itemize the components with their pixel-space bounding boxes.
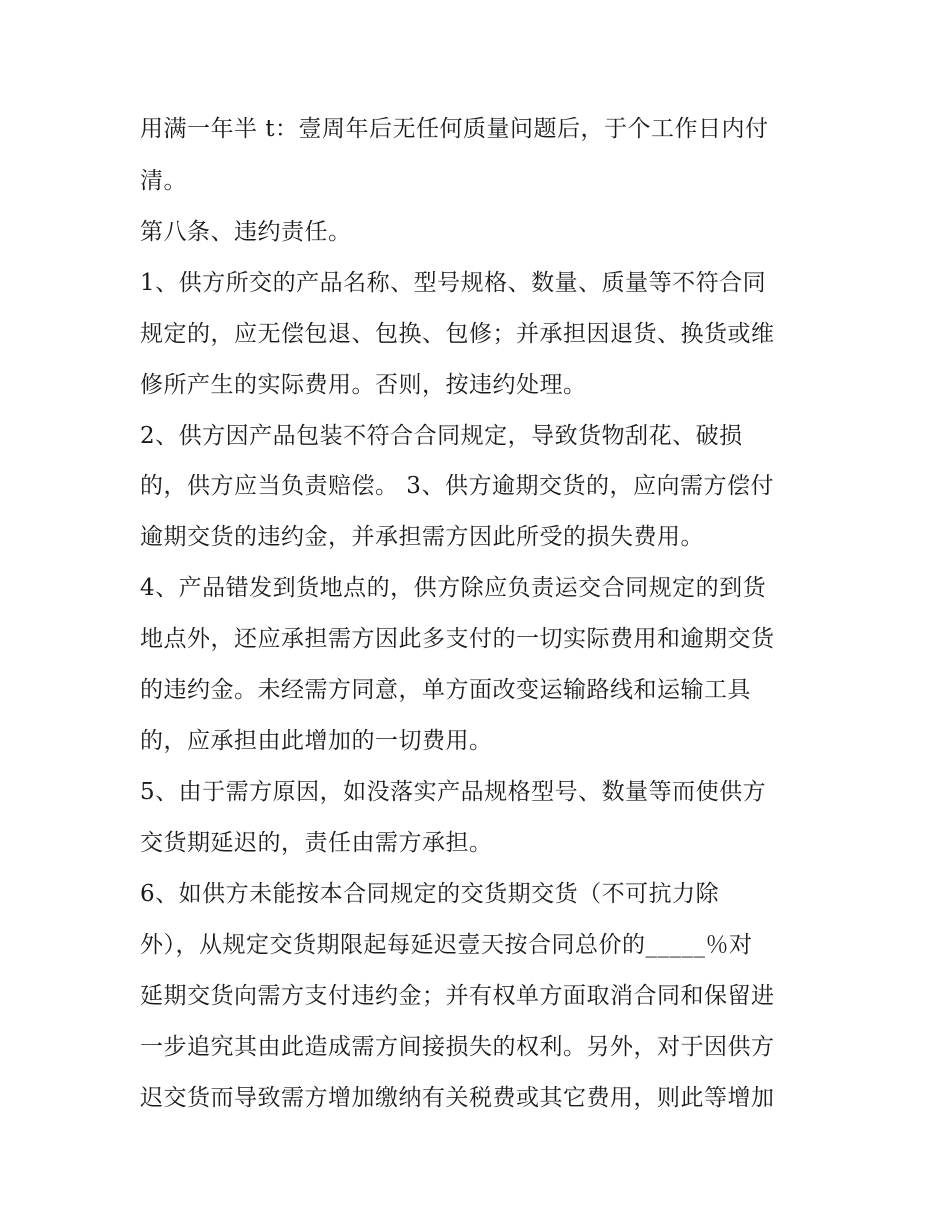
text-line: 逾期交货的违约金，并承担需方因此所受的损失费用。 <box>140 524 704 550</box>
text-line: 延期交货向需方支付违约金；并有权单方面取消合同和保留进 <box>140 983 775 1009</box>
text-line: 用满一年半 t：壹周年后无任何质量问题后，于个工作日内付 <box>140 116 769 142</box>
text-line: 交货期延迟的，责任由需方承担。 <box>140 830 493 856</box>
text-line: 一步追究其由此造成需方间接损失的权利。另外，对于因供方 <box>140 1034 775 1060</box>
text-line: 第八条、违约责任。 <box>140 219 352 245</box>
text-line: 4、产品错发到货地点的，供方除应负责运交合同规定的到货 <box>140 575 767 601</box>
text-line: 6、如供方未能按本合同规定的交货期交货（不可抗力除 <box>140 881 720 907</box>
text-line: 迟交货而导致需方增加缴纳有关税费或其它费用，则此等增加 <box>140 1085 775 1111</box>
text-line: 规定的，应无偿包退、包换、包修；并承担因退货、换货或维 <box>140 321 775 347</box>
text-line: 修所产生的实际费用。否则，按违约处理。 <box>140 372 587 398</box>
text-line: 5、由于需方原因，如没落实产品规格型号、数量等而使供方 <box>140 779 767 805</box>
text-line: 的，供方应当负责赔偿。 3、供方逾期交货的，应向需方偿付 <box>140 473 774 499</box>
text-line: 地点外，还应承担需方因此多支付的一切实际费用和逾期交货 <box>140 626 775 652</box>
text-line: 2、供方因产品包装不符合合同规定，导致货物刮花、破损 <box>140 423 743 449</box>
text-line: 的，应承担由此增加的一切费用。 <box>140 728 493 754</box>
text-line: 1、供方所交的产品名称、型号规格、数量、质量等不符合同 <box>140 270 767 296</box>
text-line: 清。 <box>140 168 187 194</box>
text-line: 的违约金。未经需方同意，单方面改变运输路线和运输工具 <box>140 677 751 703</box>
text-line: 外），从规定交货期限起每延迟壹天按合同总价的_____％对 <box>140 932 753 958</box>
